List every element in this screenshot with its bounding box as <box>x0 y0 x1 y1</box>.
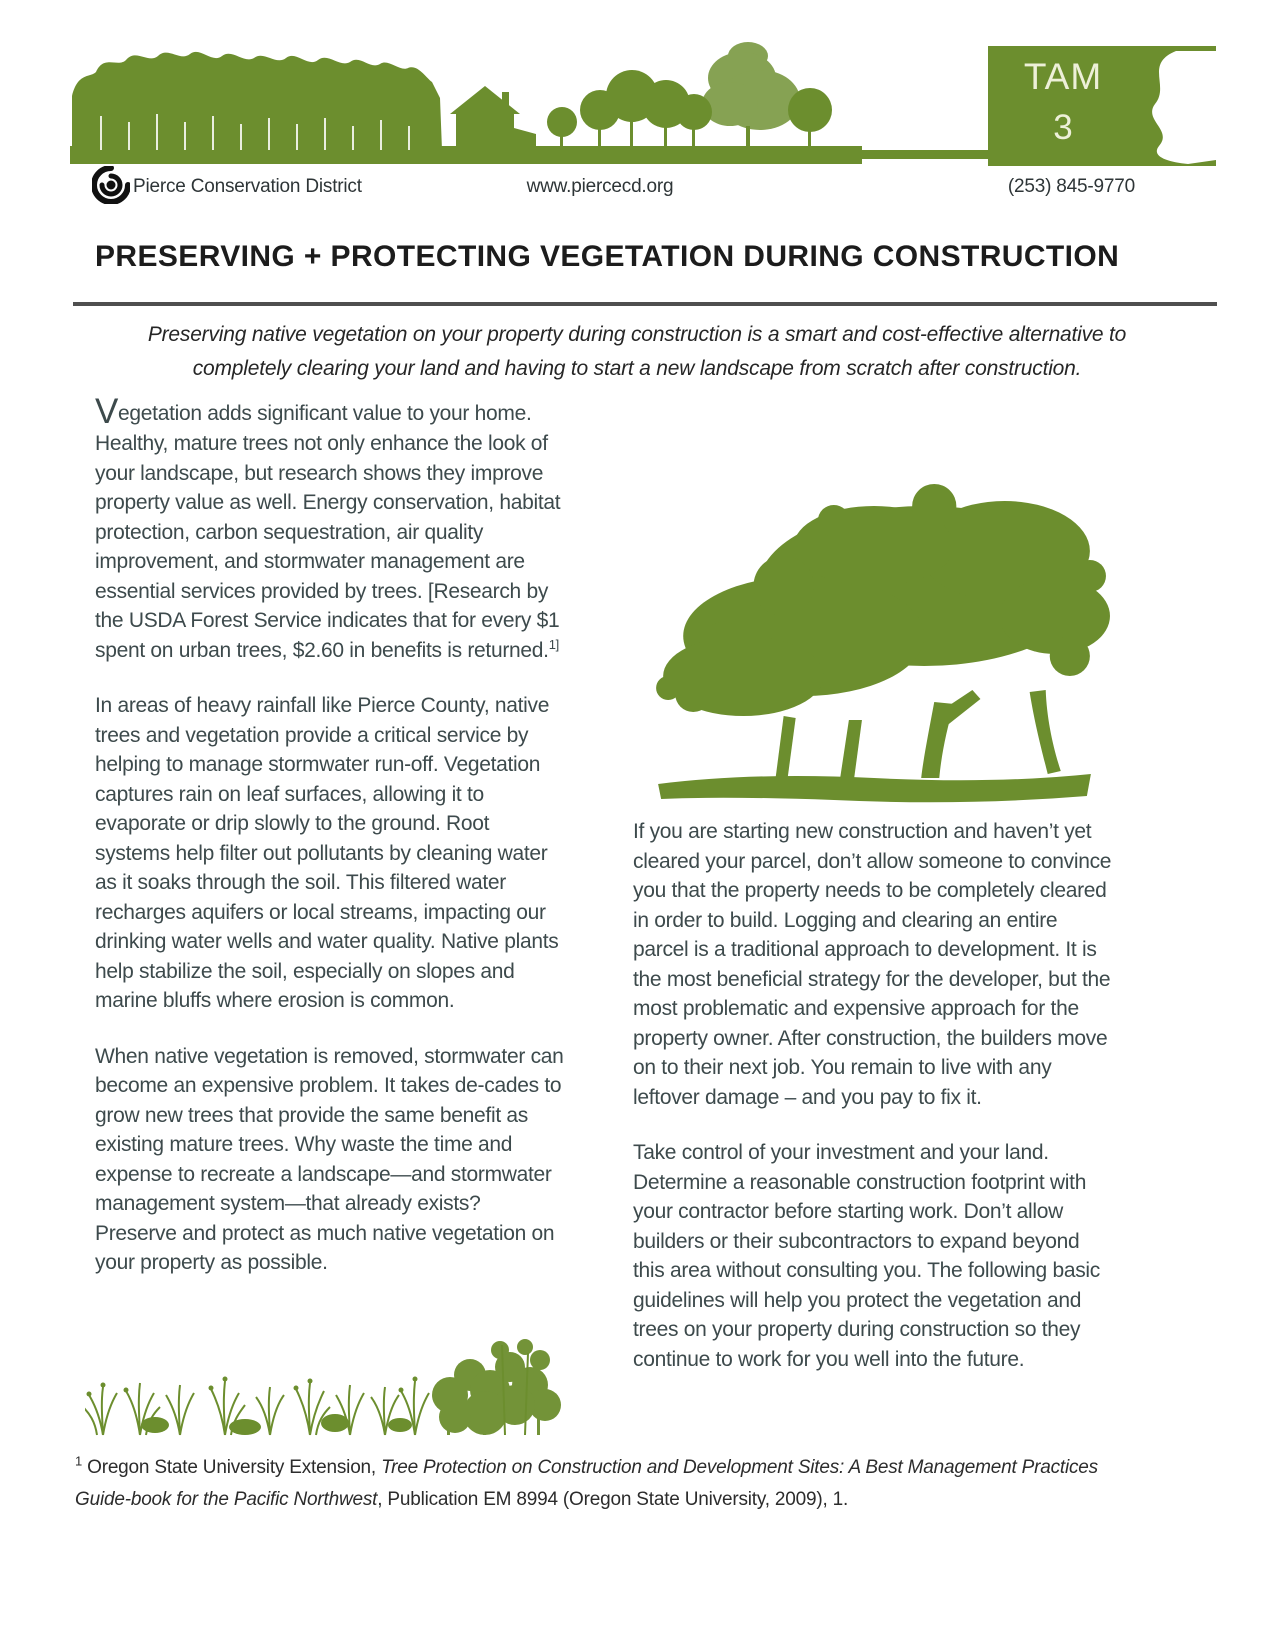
divider-rule <box>73 302 1217 306</box>
footnote-tail: , Publication EM 8994 (Oregon State University, 2009), 1. <box>377 1489 849 1510</box>
swirl-logo-icon <box>92 166 130 204</box>
paragraph-new-construction: If you are starting new construction and haven’t yet cleared your parcel, don’t allow someone to convince you that the property needs to be completely cleared in order to build. Logging and clearing an entire parcel is a traditional approach to development. It is the most beneficial strategy for the developer, but the most problematic and expensive approach for the property owner. After construction, the builders move on to their next job. You remain to live with any leftover damage – and you pay to fix it. <box>633 820 1112 1109</box>
website-url: www.piercecd.org <box>526 176 674 197</box>
paragraph-1-text: egetation adds significant value to your home. Healthy, mature trees not only enhance the look of your landscape, but research shows they improve property value as well. Energy conservation, habitat protection, carbon sequestration, air quality improvement, and stormwater management are essential services provided by trees. [Research by the USDA Forest Service indicates that for every $1 spent on urban trees, $2.60 in benefits is returned. <box>95 402 561 662</box>
tam-badge <box>988 46 1216 166</box>
phone-number: (253) 845-9770 <box>1007 176 1135 197</box>
paragraph-take-control: Take control of your investment and your land. Determine a reasonable construction footprint with your contractor before starting work. Don’t allow builders or their subcontractors to expand beyond this area without consulting you. The following basic guidelines will help you protect the vegetation and trees on your property during construction so they continue to work for you well into the future. <box>633 1141 1100 1371</box>
tree-grove-illustration <box>633 466 1115 811</box>
dropcap-initial: V <box>95 392 119 431</box>
footnote-reference: 1] <box>548 636 559 652</box>
intro-text: Preserving native vegetation on your property during construction is a smart and cost-effective alternative to completely clearing your land and having to start a new landscape from scratch after construction. <box>147 323 1127 380</box>
footnote-mark: 1 <box>75 1453 83 1469</box>
left-column <box>95 394 565 1304</box>
paragraph-vegetation-value <box>95 394 565 665</box>
tam-badge-number: 3 <box>1053 108 1073 147</box>
s-curve-icon <box>1124 46 1216 166</box>
grass-tufts-illustration <box>85 1335 563 1439</box>
tam-badge-label: TAM <box>1023 56 1103 97</box>
page-title: PRESERVING + PROTECTING VEGETATION DURING CONSTRUCTION <box>95 240 1120 273</box>
footnote-lead: Oregon State University Extension, <box>82 1457 382 1478</box>
right-column <box>633 466 1115 1400</box>
org-name: Pierce Conservation District <box>133 176 362 197</box>
footnote <box>75 1452 1155 1516</box>
paragraph-removal-cost: When native vegetation is removed, stormwater can become an expensive problem. It takes de-cades to grow new trees that provide the same benefit as existing mature trees. Why waste the time and expense to recreate a landscape—and stormwater management system—that already exists? Preserve and protect as much native vegetation on your property as possible. <box>95 1044 564 1274</box>
footnote-title: Tree Protection on Construction and Development Sites: A Best Management Practices Guide-book for the Pacific Northwest <box>75 1457 1098 1510</box>
paragraph-rainfall: In areas of heavy rainfall like Pierce County, native trees and vegetation provide a critical service by helping to manage stormwater run-off. Vegetation captures rain on leaf surfaces, allowing it to evaporate or drip slowly to the ground. Root systems help filter out pollutants by cleaning water as it soaks through the soil. This filtered water recharges aquifers or local streams, impacting our drinking water wells and water quality. Native plants help stabilize the soil, especially on slopes and marine bluffs where erosion is common. <box>95 694 559 1012</box>
